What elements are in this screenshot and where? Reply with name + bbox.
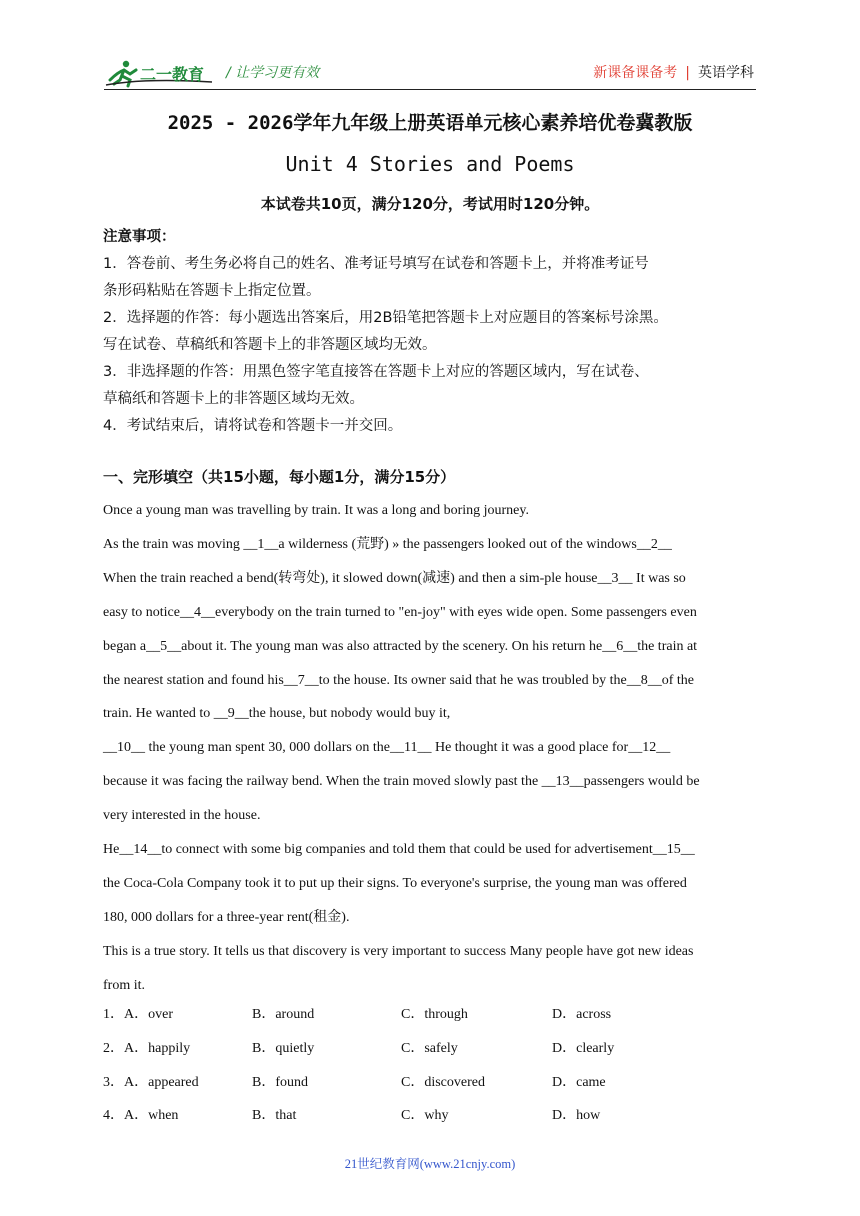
passage-line: began a__5__about it. The young man was also attracted by the scenery. On his return he__6__the train at	[103, 638, 698, 654]
passage-line: easy to notice__4__everybody on the train turned to "en-joy" with eyes wide open. Some passengers even	[103, 604, 697, 620]
cloze-passage	[103, 494, 763, 1003]
page-header	[104, 54, 756, 90]
unit-title: Unit 4 Stories and Poems	[285, 152, 575, 176]
option-a: 4．A．when	[103, 1108, 179, 1124]
option-b: B．around	[252, 1007, 315, 1022]
instructions-heading: 注意事项：	[103, 229, 176, 245]
option-d: D．clearly	[552, 1040, 615, 1056]
blank-13: __13__	[541, 774, 584, 790]
question-row	[103, 1002, 763, 1036]
blank-5: __5__	[146, 638, 182, 654]
option-a: 1．A．over	[103, 1007, 173, 1022]
section-title: 一、完形填空（共15小题，每小题1分，满分15分）	[103, 468, 456, 486]
header-subject-label: 英语学科	[698, 65, 754, 81]
blank-7: __7__	[283, 672, 319, 688]
passage-line: the nearest station and found his__7__to the house. Its owner said that he was troubled by the__8__of the	[103, 672, 694, 688]
option-c: C．why	[401, 1108, 449, 1124]
option-d: D．across	[552, 1007, 612, 1022]
header-rule	[104, 89, 756, 90]
passage-line: because it was facing the railway bend. When the train moved slowly past the __13__passengers would be	[103, 774, 700, 790]
passage-line: When the train reached a bend(转弯处), it slowed down(减速) and then a sim-ple house__3__ It was so	[103, 570, 686, 586]
question-row	[103, 1103, 763, 1137]
passage-line: very interested in the house.	[103, 808, 261, 824]
question-row	[103, 1070, 763, 1104]
blank-9: __9__	[213, 706, 249, 722]
passage-line: This is a true story. It tells us that discovery is very important to success Many people have got new ideas	[103, 943, 694, 959]
instructions	[103, 224, 763, 440]
instruction-line: 1．答卷前、考生务必将自己的姓名、准考证号填写在试卷和答题卡上，并将准考证号	[103, 256, 649, 272]
passage-line: __10__ the young man spent 30, 000 dollars on the__11__ He thought it was a good place for__12__	[103, 740, 671, 756]
blank-3: __3__	[597, 570, 633, 586]
blank-4: __4__	[179, 604, 215, 620]
passage-line: the Coca-Cola Company took it to put up their signs. To everyone's surprise, the young man was offered	[103, 875, 687, 891]
blank-14: __14__	[119, 842, 162, 858]
slogan: / 让学习更有效	[226, 65, 320, 81]
question-row	[103, 1036, 763, 1070]
header-subject	[593, 62, 754, 82]
option-b: B．quietly	[252, 1040, 315, 1056]
blank-10: __10__	[103, 740, 145, 756]
instruction-line: 4．考试结束后，请将试卷和答题卡一并交回。	[103, 418, 403, 434]
blank-1: __1__	[243, 536, 279, 552]
blank-2: __2__	[636, 536, 672, 552]
header-separator: |	[685, 65, 690, 81]
instruction-line: 3．非选择题的作答：用黑色签字笔直接答在答题卡上对应的答题区域内，写在试卷、	[103, 364, 649, 380]
option-c: C．discovered	[401, 1074, 485, 1090]
passage-line: from it.	[103, 977, 145, 993]
option-b: B．that	[252, 1108, 297, 1124]
passage-line: Once a young man was travelling by train. It was a long and boring journey.	[103, 503, 529, 518]
instruction-line: 2．选择题的作答：每小题选出答案后，用2B铅笔把答题卡上对应题目的答案标号涂黑。	[103, 310, 668, 326]
instruction-line: 草稿纸和答题卡上的非答题区域均无效。	[103, 391, 364, 407]
exam-info: 本试卷共10页，满分120分，考试用时120分钟。	[260, 195, 600, 213]
passage-line: 180, 000 dollars for a three-year rent(租金).	[103, 909, 350, 925]
blank-12: __12__	[628, 740, 671, 756]
option-d: D．how	[552, 1108, 601, 1124]
passage-line: train. He wanted to __9__the house, but nobody would buy it,	[103, 706, 451, 722]
question-options	[103, 1002, 763, 1137]
blank-11: __11__	[389, 740, 432, 756]
option-c: C．safely	[401, 1040, 458, 1056]
instruction-line: 写在试卷、草稿纸和答题卡上的非答题区域均无效。	[103, 337, 437, 353]
passage-line: He__14__to connect with some big companies and told them that could be used for advertisement__15__	[103, 842, 695, 858]
option-a: 2．A．happily	[103, 1040, 191, 1056]
exam-title: 2025 - 2026学年九年级上册英语单元核心素养培优卷冀教版	[167, 112, 693, 134]
instruction-line: 条形码粘贴在答题卡上指定位置。	[103, 283, 321, 299]
blank-15: __15__	[652, 842, 695, 858]
passage-line: As the train was moving __1__a wilderness (荒野) » the passengers looked out of the windows__2__	[103, 536, 672, 552]
option-c: C．through	[401, 1007, 468, 1022]
blank-6: __6__	[602, 638, 638, 654]
header-course: 新课备课备考	[593, 65, 678, 81]
logo-text: 二一教育	[140, 65, 205, 84]
page-footer[interactable]: 21世纪教育网(www.21cnjy.com)	[344, 1157, 516, 1171]
blank-8: __8__	[626, 672, 662, 688]
option-b: B．found	[252, 1074, 308, 1090]
option-d: D．came	[552, 1074, 606, 1090]
option-a: 3．A．appeared	[103, 1074, 199, 1090]
